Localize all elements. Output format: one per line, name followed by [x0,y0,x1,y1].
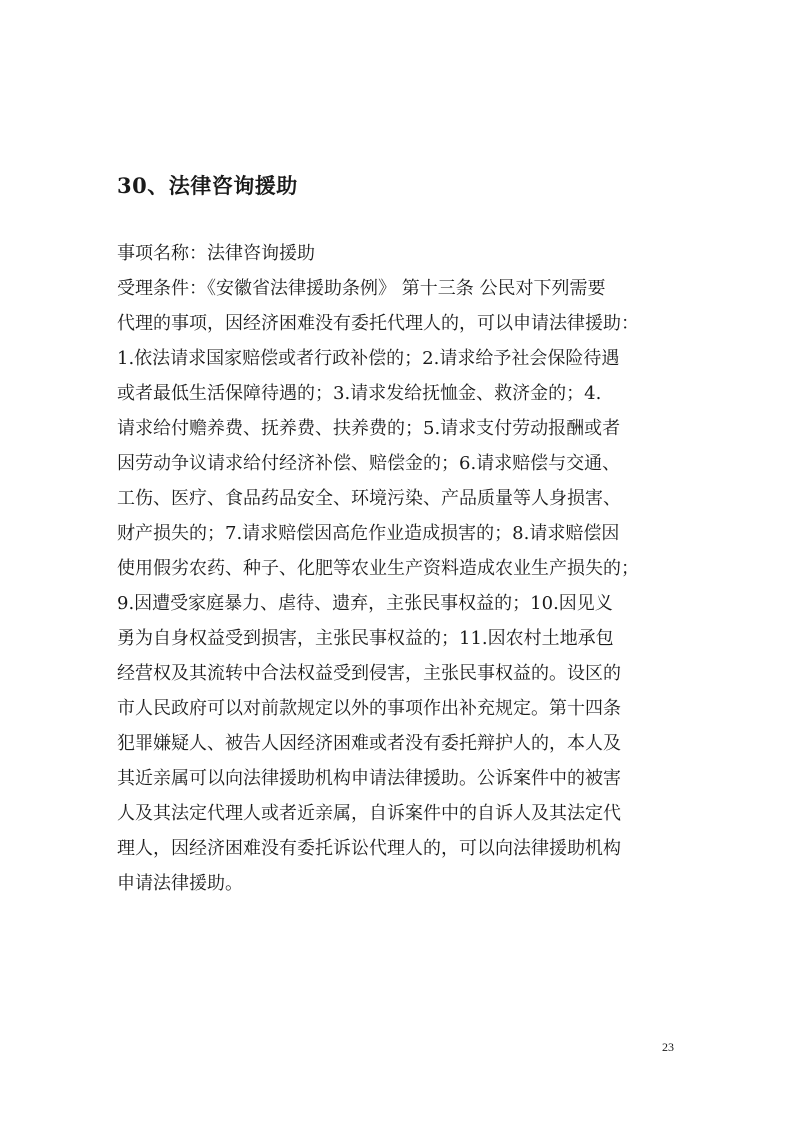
text-line: 使用假劣农药、种子、化肥等农业生产资料造成农业生产损失的； [117,558,639,579]
text-line: 请求给付赡养费、抚养费、扶养费的；5.请求支付劳动报酬或者 [117,418,621,439]
text-line: 勇为自身权益受到损害，主张民事权益的；11.因农村土地承包 [117,628,614,649]
text-line: 财产损失的；7.请求赔偿因高危作业造成损害的；8.请求赔偿因 [117,523,620,544]
text-line: 受理条件：《安徽省法律援助条例》 第十三条 公民对下列需要 [117,278,606,299]
text-line: 或者最低生活保障待遇的；3.请求发给抚恤金、救济金的；4. [117,383,602,404]
text-line: 1.依法请求国家赔偿或者行政补偿的；2.请求给予社会保险待遇 [117,348,620,369]
text-line: 市人民政府可以对前款规定以外的事项作出补充规定。第十四条 [117,698,621,719]
text-line: 9.因遭受家庭暴力、虐待、遗弃，主张民事权益的；10.因见义 [117,593,613,614]
section-heading: 30、法律咨询援助 [117,173,298,198]
text-line: 申请法律援助。 [117,873,243,894]
text-line: 因劳动争议请求给付经济补偿、赔偿金的；6.请求赔偿与交通、 [117,453,621,474]
text-line: 理人，因经济困难没有委托诉讼代理人的，可以向法律援助机构 [117,838,621,859]
text-line: 犯罪嫌疑人、被告人因经济困难或者没有委托辩护人的，本人及 [117,733,621,754]
page-number: 23 [662,1040,674,1054]
text-line: 代理的事项，因经济困难没有委托代理人的，可以申请法律援助： [117,313,639,334]
text-line: 其近亲属可以向法律援助机构申请法律援助。公诉案件中的被害 [117,768,621,789]
text-line: 事项名称：法律咨询援助 [117,243,315,264]
text-line: 人及其法定代理人或者近亲属，自诉案件中的自诉人及其法定代 [117,803,621,824]
body-text [117,236,677,901]
text-line: 工伤、医疗、食品药品安全、环境污染、产品质量等人身损害、 [117,488,621,509]
text-line: 经营权及其流转中合法权益受到侵害，主张民事权益的。设区的 [117,663,621,684]
